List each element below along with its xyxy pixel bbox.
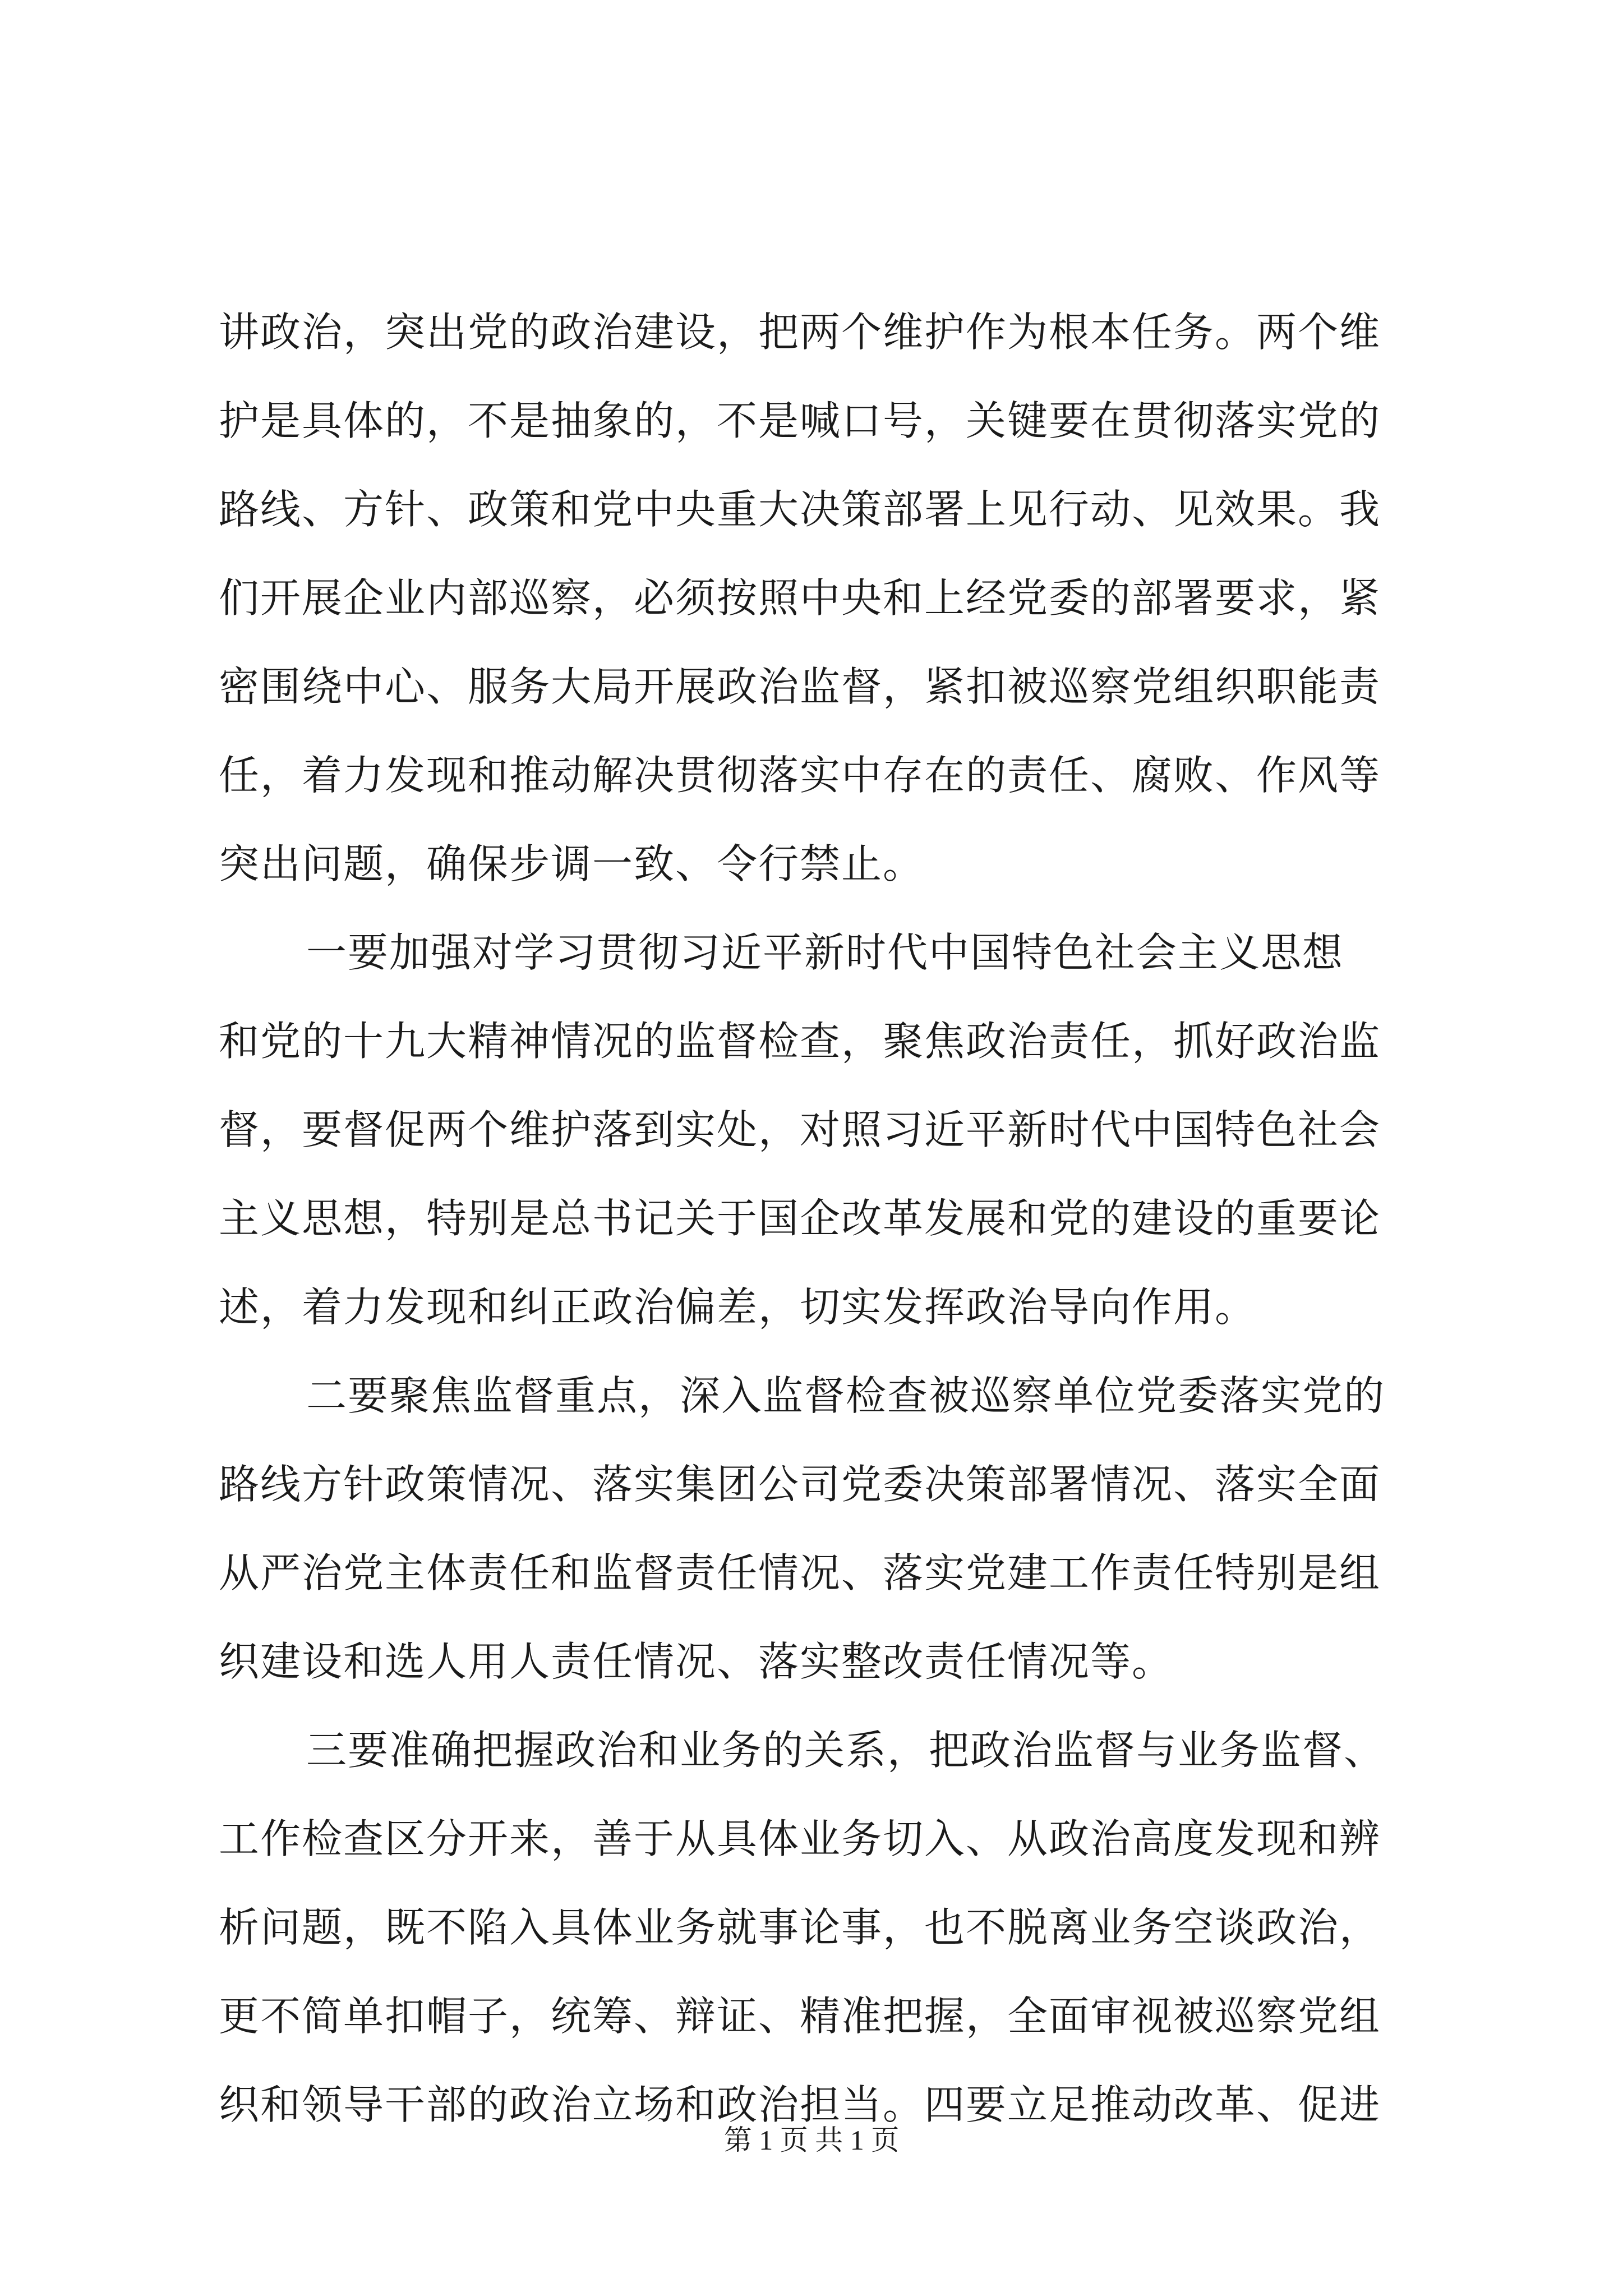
paragraph-line: 护是具体的，不是抽象的，不是喊口号，关键要在贯彻落实党的	[219, 397, 1381, 444]
paragraph-line: 和党的十九大精神情况的监督检查，聚焦政治责任，抓好政治监	[219, 1018, 1381, 1065]
paragraph-line: 织建设和选人用人责任情况、落实整改责任情况等。	[219, 1638, 1174, 1685]
paragraph-line: 路线、方针、政策和党中央重大决策部署上见行动、见效果。我	[219, 486, 1381, 533]
paragraph-line: 一要加强对学习贯彻习近平新时代中国特色社会主义思想	[306, 929, 1344, 976]
paragraph-line: 密围绕中心、服务大局开展政治监督，紧扣被巡察党组织职能责	[219, 663, 1381, 710]
paragraph-line: 讲政治，突出党的政治建设，把两个维护作为根本任务。两个维	[219, 309, 1381, 356]
paragraph-line: 路线方针政策情况、落实集团公司党委决策部署情况、落实全面	[219, 1461, 1381, 1508]
paragraph-line: 从严治党主体责任和监督责任情况、落实党建工作责任特别是组	[219, 1549, 1381, 1596]
paragraph-line: 三要准确把握政治和业务的关系，把政治监督与业务监督、	[306, 1727, 1386, 1774]
paragraph-line: 督，要督促两个维护落到实处，对照习近平新时代中国特色社会	[219, 1106, 1381, 1153]
paragraph-line: 工作检查区分开来，善于从具体业务切入、从政治高度发现和辨	[219, 1815, 1381, 1862]
paragraph-line: 述，着力发现和纠正政治偏差，切实发挥政治导向作用。	[219, 1283, 1257, 1331]
paragraph-line: 更不简单扣帽子，统筹、辩证、精准把握，全面审视被巡察党组	[219, 1993, 1381, 2040]
paragraph-line: 织和领导干部的政治立场和政治担当。四要立足推动改革、促进	[219, 2081, 1381, 2128]
page-footer: 第 1 页 共 1 页	[723, 2124, 900, 2156]
paragraph-line: 任，着力发现和推动解决贯彻落实中存在的责任、腐败、作风等	[219, 752, 1381, 799]
paragraph-line: 主义思想，特别是总书记关于国企改革发展和党的建设的重要论	[219, 1195, 1381, 1242]
paragraph-line: 析问题，既不陷入具体业务就事论事，也不脱离业务空谈政治，	[219, 1904, 1381, 1951]
paragraph-line: 突出问题，确保步调一致、令行禁止。	[219, 840, 925, 887]
paragraph-line: 二要聚焦监督重点，深入监督检查被巡察单位党委落实党的	[306, 1372, 1386, 1419]
paragraph-line: 们开展企业内部巡察，必须按照中央和上经党委的部署要求，紧	[219, 574, 1381, 622]
